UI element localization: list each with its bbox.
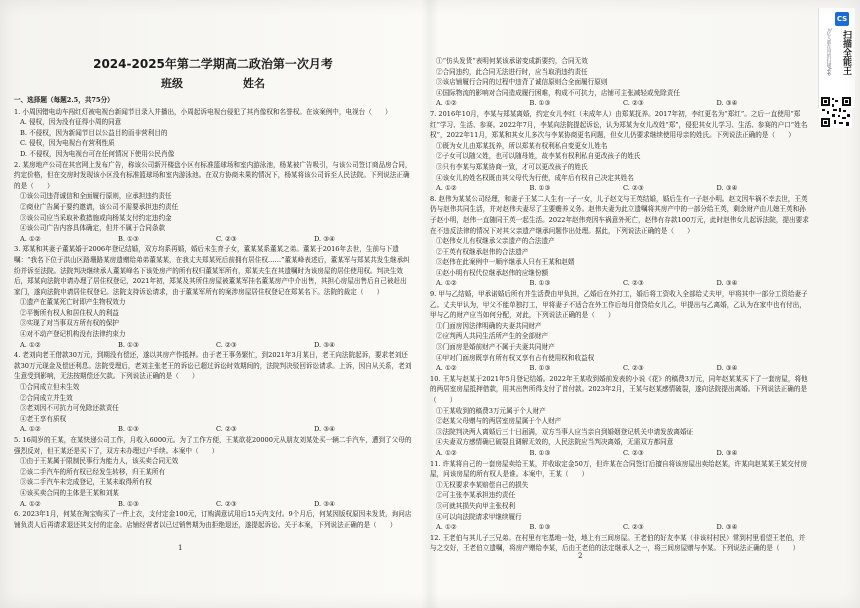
page-number: 2: [578, 552, 583, 560]
answer-choice: D. ③④: [314, 340, 336, 349]
statement-option: ①王某收到的稿费3万元属于个人财产: [436, 406, 546, 415]
answer-choice: C. ②③: [623, 448, 644, 457]
answer-choice: C. ②③: [623, 99, 644, 108]
answer-choices: [14, 234, 412, 245]
answer-choices: [430, 278, 810, 289]
section-heading: 一、选择题（每题2.5，共75分）: [14, 96, 114, 104]
question-stem: 9. 甲与乙结婚，甲承诺婚后所有并生活费由甲负担，乙婚后在外打工，婚后将工资收入全部给丈夫甲，甲将其中一部分工资给妻子乙。丈夫甲认为，甲父不能单独打工，甲将妻子不适合在外工作后每月借贷给女儿乙，甲提出与乙离婚，乙认为在家中也有付出，甲与乙的财产应当如何分配，对此，下列说法正确的是（ ）: [430, 290, 808, 320]
statement-option: C. 侵权，因为电视台有营利性质: [20, 139, 115, 148]
statement-option: ①既为女儿由郑某抚养，所以郑某有权利私自变更女儿姓名: [436, 141, 608, 150]
answer-choices: [14, 499, 412, 510]
question-stem: 11. 许某将自己的一套房屋卖给王某，并收取定金50万，但许某在合同签订后擅自将该房屋出卖给赵某，许某向赵某某王某交付房屋，问该房屋的所有权人是谁。本案中，王某（ ）: [430, 459, 808, 479]
answer-choices: [430, 363, 810, 374]
statement-option: ③只有李某与郑某协商一致，才可以更改孩子的姓氏: [436, 162, 588, 171]
statement-option: ①由于王某属于限制民事行为能力人，该买卖合同无效: [20, 457, 179, 466]
statement-option: ②该二手汽车的所有权已经发生转移，归王某所有: [20, 467, 166, 476]
answer-choice: C. ②③: [216, 340, 237, 349]
exam-page-1: [14, 50, 412, 600]
answer-choice: C. ②③: [216, 425, 237, 434]
answer-choice: B. ①③: [118, 499, 139, 508]
statement-option: ①“仿头发货”表明何某该承诺变成新要约，合同无效: [436, 57, 588, 65]
answer-choice: C. ②③: [216, 234, 237, 243]
question-list: [430, 56, 810, 554]
answer-choice: C. ②③: [623, 184, 644, 193]
exam-title: 2024-2025年第二学期高二政治第一次月考: [93, 57, 333, 71]
answer-choice: A. ①②: [436, 523, 457, 532]
statement-option: ③老刘因不可抗力可免除还款责任: [20, 404, 119, 413]
question-stem: 10. 王某与赵某于2021年5月登记结婚。2022年王某收到婚前发表的小说《花》的稿费3万元，同年赵某某买下了一套房屋，将他的两居室房屋抵押借款，用其出售所得支付了首付款。2023年2月，王某与赵某感情破裂，遂向法院提出离婚。下列说法正确的是（ ）: [430, 374, 808, 404]
answer-choice: C. ②③: [623, 523, 644, 532]
qr-code-icon: [820, 96, 852, 128]
question-stem: 3. 郑某和其妻子董某婚于2006年登记结婚，双方均系再婚，婚后未生育子女，董某某系董某之弟。董某于2016年去世，生前与下遗嘱：“我名下位于洪山区路珊路某房遗赠给弟弟董某某，在我丈夫郑某死后前拥有居住权……”董某峰表述后，董某军与郑某共发生继承纠纷并诉至法院。法院判决继续承人董某峰名下该处房产的所有权归董某军所有，郑某夫生在其遗嘱时为该房屋的居住使用权。判决生效后，郑某向法院申请办理了居住权登记，2021年初，郑某及其所住房屋被董某军挂名董某房产中介出售，其担心房屋出售后自己被赶出家门，遂向法院申请居住权登记。法院支持诉讼请求，由于董某军所有的案涉房屋居住权登记在郑某名下。法院的裁定（ ）: [14, 245, 410, 296]
statement-option: ①遗产在董某死亡时即产生物权效力: [20, 298, 126, 307]
answer-choice: B. ①③: [529, 523, 551, 532]
answer-choice: A. ①②: [436, 364, 457, 373]
answer-choice: A. ①②: [436, 279, 457, 288]
answer-choice: A. ①②: [20, 425, 41, 434]
answer-choice: D. ③④: [314, 234, 336, 243]
statement-option: B. 不侵权，因为新闻节目以公益目的而非营利目的: [20, 128, 168, 137]
question-stem: 1. 小周因错电动车闯红灯被电视台新闻节目录入并播出，小周起诉电视台侵犯了其肖像权和名誉权。在该案例中，电视台（ ）: [14, 107, 392, 116]
statement-option: ④甲对门面房既享有所有权又享有占有使用权和收益权: [436, 353, 595, 362]
statement-option: ③实现了对当事双方所有权的保护: [20, 319, 119, 328]
answer-choice: A. ①②: [20, 340, 41, 349]
answer-choice: B. ①③: [529, 364, 551, 373]
question-stem: 2. 某房地产公司在其官网上发布广告，称该公司新开楼盘小区有标准篮球场和室内游泳池，杨某被广告吸引，与该公司签订商品房合同，约定价格，但在交房时发现该小区没有标准篮球场和室内游泳池。在双方协商未果的情况下，杨某将该公司诉至人民法院。下列说法正确的是（ ）: [14, 160, 412, 190]
answer-choice: B. ①③: [529, 99, 551, 108]
answer-choices: [14, 424, 412, 435]
statement-option: ④该买卖合同的主体是王某和刘某: [20, 488, 119, 497]
statement-option: ①无权要求李某赔偿自己的损失: [436, 480, 529, 489]
answer-choices: [430, 522, 810, 533]
question-list: [14, 107, 412, 531]
statement-option: ②子女可以随父姓，也可以随母姓，故李某有权利私自更改孩子的姓氏: [436, 152, 641, 161]
answer-choice: D. ③④: [716, 279, 738, 288]
statement-option: ④夫妻双方感情确已破裂且调解无效的，人民法院应当判决离婚，无需双方都同意: [436, 438, 674, 447]
statement-option: ④老王享有质权: [20, 414, 67, 423]
answer-choice: D. ③④: [314, 499, 336, 508]
statement-option: D. 不侵权，因为电视台可在任何情况下使用公民肖像: [20, 149, 175, 158]
statement-option: ②应判两人共同生活所产生的全部财产: [436, 332, 549, 341]
statement-option: A. 侵权，因为没有征得小周的同意: [20, 118, 122, 127]
statement-option: ④赵小明有权代位继承赵伟的应继份额: [436, 268, 549, 277]
statement-option: ②合同违约，此合同无法进行时，应当取消违约责任: [436, 67, 588, 76]
statement-option: ③赵伟在此案例中一顺序继承人只有王某和赵婿: [436, 258, 575, 267]
class-label: 班级: [161, 77, 183, 90]
answer-choice: D. ③④: [716, 448, 738, 457]
scanner-tagline: 3亿人都在用的扫描App: [826, 28, 831, 76]
scanner-watermark: [818, 8, 855, 108]
question-stem: 6. 2023年1月，何某在淘宝购买了一件上衣，支付定金100元，订购满意试用后15天内支付。9个月后，何某因版权原因未发货，询问店铺负责人后再请求退还其支付的定金。店铺经营者以已过销售期为由拒绝退还，遂提起诉讼。关于本案，下列说法正确的是（ ）: [14, 510, 412, 529]
answer-choice: A. ①②: [436, 184, 457, 193]
answer-choice: D. ③④: [716, 523, 738, 532]
exam-page-2: [430, 56, 810, 606]
statement-option: ②平衡所有权人和居住权人的利益: [20, 308, 119, 317]
answer-choices: [430, 98, 810, 109]
answer-choice: B. ①③: [118, 234, 139, 243]
statement-option: ④该女儿的姓名权既由其父母代为行使，成年后有权自己决定其姓名: [436, 173, 634, 182]
statement-option: ①门面房因法律明确的夫妻共同财产: [436, 321, 542, 330]
name-label: 姓名: [243, 77, 265, 90]
answer-choices: [14, 340, 412, 351]
student-info-row: [14, 76, 412, 91]
question-stem: 8. 赵伟为某某公司经理，和妻子王某二人生有一子一女，儿子赵文与王英结婚，婚后生有一子赵小明。赵文因车祸不幸去世，王英仍与赵伟共同生活，并对赵伟夫妻尽了主要赡养义务。赵伟夫妻为此立遗嘱将其房产中的一部分给王英，剩余财产由儿媳王英和孙子赵小明，赵伟一直随同王英一起生活。2022年赵伟亮因车祸意外死亡，赵伟有存款100万元，此时赵伟女儿起诉法院，提出要求在不违反法律的情况下对其父亲遗产继承问题作出处理。据此，下列说法正确的是（ ）: [430, 194, 809, 235]
answer-choice: A. ①②: [20, 234, 41, 243]
question-stem: 12. 王老伯与其儿子三兄弟。在村里有宅基地一处，地上有三间房屋。王老伯的好友李某（非该村村民）常到村里看望王老伯，并与之交好，王老伯立遗嘱，将房产赠给李某，后由王老伯的法定继承人之一，将三间房屋赠与李某。下列说法正确的是（ ）: [430, 533, 806, 553]
answer-choice: D. ③④: [716, 364, 738, 373]
statement-option: ④该公司广告内容具体确定，但并不属于合同条款: [20, 224, 166, 233]
answer-choice: A. ①②: [436, 99, 457, 108]
statement-option: ③该店铺履行合同的过程中违背了诚信原则合全面履行原则: [436, 78, 608, 87]
answer-choice: A. ①②: [436, 448, 457, 457]
answer-choice: B. ①③: [118, 425, 139, 434]
statement-option: ②合同成立并生效: [20, 393, 73, 402]
statement-option: ③该二手汽车未完成登记，王某未取得所有权: [20, 478, 152, 487]
answer-choice: A. ①②: [20, 499, 41, 508]
answer-choice: B. ①③: [529, 279, 551, 288]
answer-choice: B. ①③: [118, 340, 139, 349]
statement-option: ③可就其损失向甲主张权利: [436, 501, 516, 510]
answer-choice: D. ③④: [314, 425, 336, 434]
answer-choice: B. ①③: [529, 184, 551, 193]
answer-choice: D. ③④: [716, 99, 738, 108]
answer-choice: D. ③④: [716, 184, 738, 193]
statement-option: ①赵伟女儿有权继承父亲遗产的合法遗产: [436, 237, 555, 246]
statement-option: ②王英有权继承赵伟的合法遗产: [436, 247, 529, 256]
question-stem: 7. 2016年10月，李某与郑某离婚，约定女儿李红（未成年人）由郑某抚养。2017年初，李红更名为“郑红”。之后一直使用“郑红”学习、生活、参赛。2022年7月，李某向法院提起诉讼，认为郑某为女儿改姓“郑”，侵犯其女儿学习、生活、参赛的户口“姓名权”，2022年11月，郑某和其女儿多次与李某协商更名问题，但女儿仍要求继续使用母亲的姓氏。下列说法正确的是（ ）: [430, 109, 808, 140]
answer-choice: C. ②③: [623, 279, 644, 288]
answer-choice: C. ②③: [623, 364, 644, 373]
statement-option: ③门面房是婚前财产不属于夫妻共同财产: [436, 343, 555, 352]
answer-choices: [430, 448, 810, 459]
question-stem: 4. 老刘向老王借款30万元，到期没有偿还，遂以其房产作抵押。由于老王事务繁忙，到2021年3月某日，老王向法院起诉，要求老刘还款30万元现金及偿还利息。法院受理后，老刘主张老王的诉讼已超过诉讼时效期间的，法院判决驳回诉讼请求。上诉，因自从关系，老刘生意受到影响，无法按期偿还欠款。下列说法正确的是（ ）: [14, 351, 412, 381]
page-number: 1: [178, 544, 183, 552]
statement-option: ④对不动产登记机构没有法律约束力: [20, 330, 126, 339]
answer-choices: [430, 183, 810, 194]
answer-choice: C. ②③: [216, 499, 237, 508]
question-stem: 5. 16周岁的王某，在某快递公司工作，月收入6000元。为了工作方便，王某欲花20000元从朋友刘某处买一辆二手汽车，遭到了父母的强烈反对，但王某还是买下了，双方未办理过户手续。本案中（ ）: [14, 436, 412, 455]
statement-option: ④可以向法院请求甲继续履行: [436, 512, 522, 521]
scanner-logo-icon: CS: [835, 12, 849, 26]
statement-option: ②可主张李某承担违约责任: [436, 491, 516, 500]
statement-option: ③法院判决两人离婚后三十日届满，双方当事人应当亲自到婚姻登记机关申请发放离婚证: [436, 427, 694, 436]
statement-option: ①合同成立但未生效: [20, 383, 80, 392]
statement-option: ③该公司应当采取补救措施或向杨某支付约定违约金: [20, 213, 172, 222]
answer-choice: B. ①③: [529, 448, 551, 457]
scanner-app-name: 扫描全能王: [841, 30, 851, 75]
statement-option: ②商业广告属于要约邀请，该公司不需要承担违约责任: [20, 202, 179, 211]
statement-option: ①该公司违背诚信和全面履行原则，应承担违约责任: [20, 192, 172, 201]
statement-option: ②赵某父母赠与的两居室房屋属于个人财产: [436, 417, 562, 426]
statement-option: ④国际物流的影响对合同造成履行困难，构成不可抗力，店铺可主张减轻或免除责任: [436, 88, 680, 97]
